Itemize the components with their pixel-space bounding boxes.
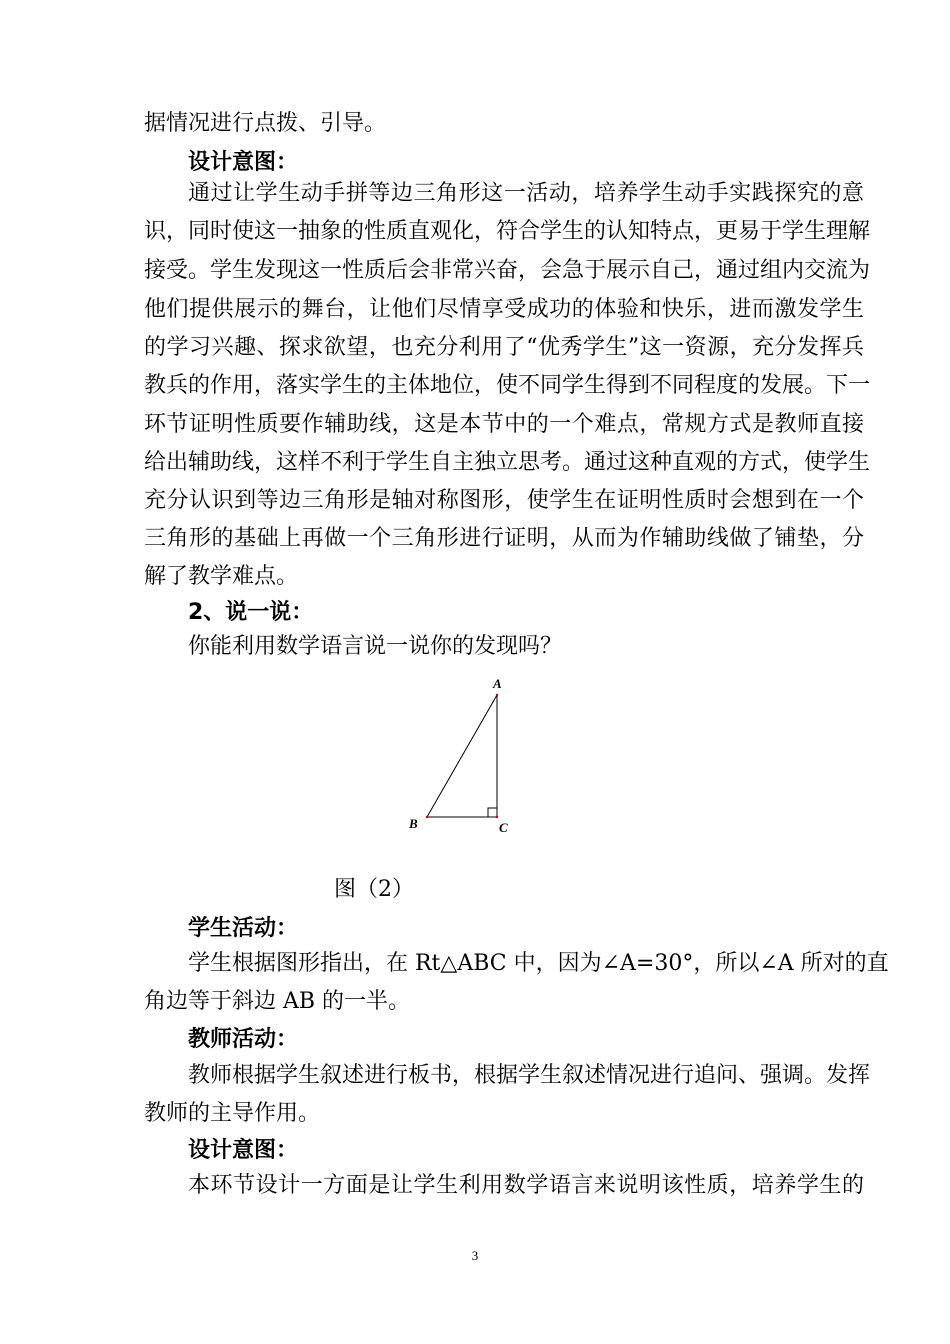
paragraph-line: 环节证明性质要作辅助线，这是本节中的一个难点，常规方式是教师直接 bbox=[144, 412, 864, 437]
vertex-a bbox=[496, 694, 498, 696]
vertex-b bbox=[426, 816, 428, 818]
paragraph-line: 识，同时使这一抽象的性质直观化，符合学生的认知特点，更易于学生理解 bbox=[144, 219, 871, 244]
vertex-c bbox=[496, 816, 498, 818]
paragraph-line: 充分认识到等边三角形是轴对称图形，使学生在证明性质时会想到在一个 bbox=[144, 488, 864, 513]
label-a: A bbox=[493, 676, 502, 691]
paragraph-line: 教师根据学生叙述进行板书，根据学生叙述情况进行追问、强调。发挥 bbox=[188, 1063, 871, 1088]
section-heading: 设计意图： bbox=[188, 150, 299, 175]
right-angle-mark bbox=[488, 808, 497, 817]
section-heading: 教师活动： bbox=[188, 1027, 299, 1052]
paragraph-line: 通过让学生动手拼等边三角形这一活动，培养学生动手实践探究的意 bbox=[188, 181, 864, 206]
paragraph-line: 本环节设计一方面是让学生利用数学语言来说明该性质，培养学生的 bbox=[188, 1173, 864, 1198]
section-heading: 设计意图： bbox=[188, 1138, 299, 1163]
section-heading: 2、说一说： bbox=[188, 600, 314, 625]
paragraph-line: 教师的主导作用。 bbox=[144, 1101, 321, 1126]
paragraph-line: 角边等于斜边 AB 的一半。 bbox=[144, 989, 411, 1014]
paragraph-line: 学生根据图形指出，在 Rt△ABC 中，因为∠A=30°，所以∠A 所对的直 bbox=[188, 951, 889, 976]
paragraph-line: 三角形的基础上再做一个三角形进行证明，从而为作辅助线做了铺垫，分 bbox=[144, 526, 864, 551]
paragraph-line: 据情况进行点拨、引导。 bbox=[144, 111, 387, 136]
paragraph-line: 接受。学生发现这一性质后会非常兴奋，会急于展示自己，通过组内交流为 bbox=[144, 258, 871, 283]
paragraph-line: 教兵的作用，落实学生的主体地位，使不同学生得到不同程度的发展。下一 bbox=[144, 373, 871, 398]
page-number: 3 bbox=[471, 1248, 479, 1263]
label-b: B bbox=[409, 816, 418, 831]
paragraph-line: 解了教学难点。 bbox=[144, 564, 299, 589]
paragraph-line: 他们提供展示的舞台，让他们尽情享受成功的体验和快乐，进而激发学生 bbox=[144, 297, 864, 322]
side-ab bbox=[427, 695, 497, 817]
paragraph-line: 的学习兴趣、探求欲望，也充分利用了“优秀学生”这一资源，充分发挥兵 bbox=[144, 335, 864, 360]
label-c: C bbox=[499, 820, 508, 835]
paragraph-line: 你能利用数学语言说一说你的发现吗？ bbox=[188, 634, 563, 659]
paragraph-line: 给出辅助线，这样不利于学生自主独立思考。通过这种直观的方式，使学生 bbox=[144, 450, 871, 475]
right-triangle-figure bbox=[400, 670, 520, 840]
section-heading: 学生活动： bbox=[188, 916, 299, 941]
figure-caption: 图（2） bbox=[334, 877, 414, 902]
